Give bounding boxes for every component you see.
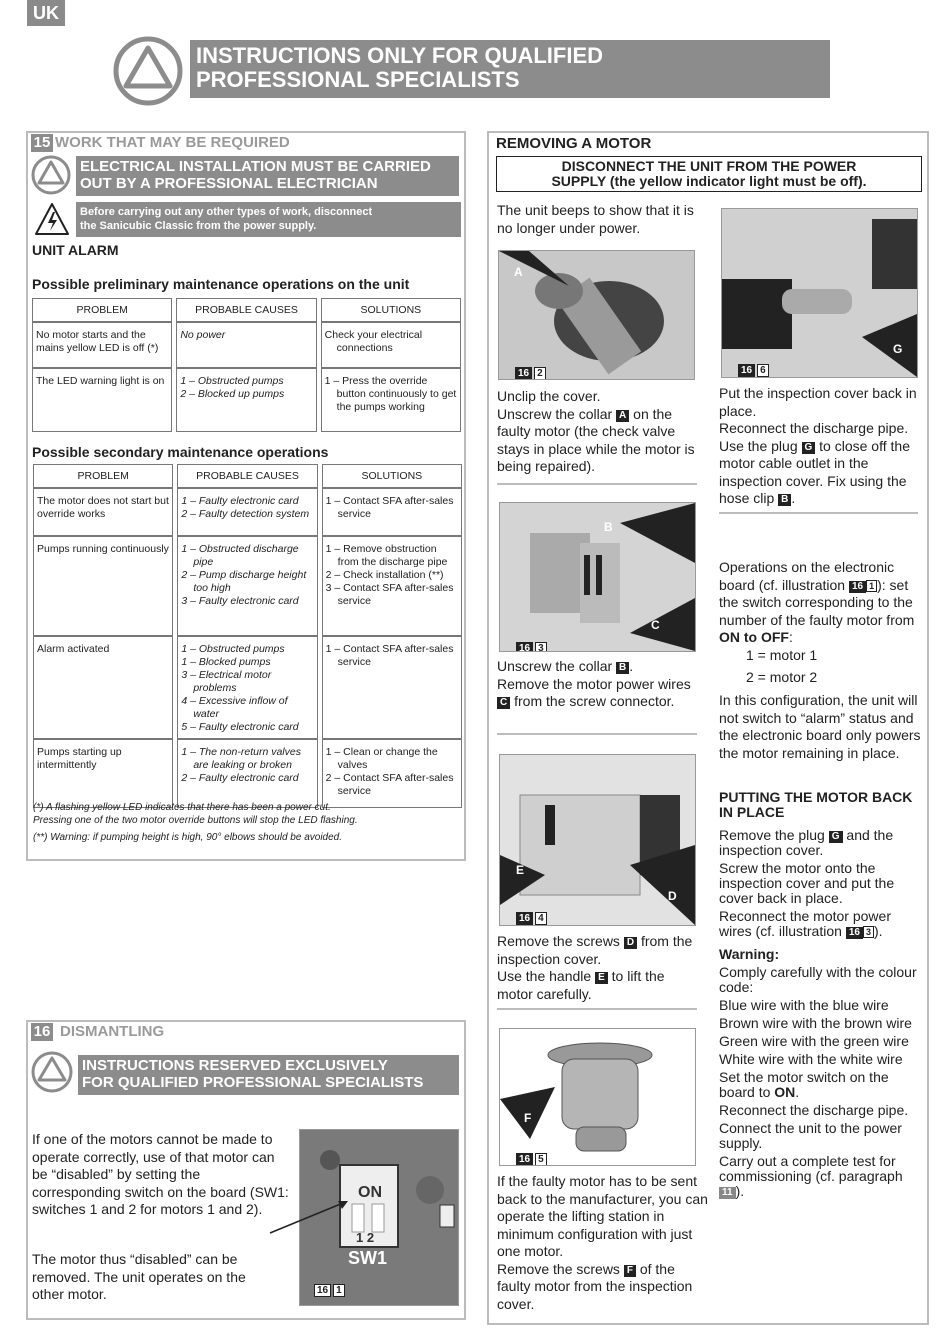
header-title-line1: INSTRUCTIONS ONLY FOR QUALIFIED xyxy=(196,43,604,68)
divider xyxy=(719,512,918,514)
board-text: Operations on the electronic board (cf. illustration 16 1 ): set the switch corresponding to the number of the faulty motor from ON to OFF: xyxy=(719,559,915,645)
switch-numbers-label: 1 2 xyxy=(356,1230,375,1245)
header-banner xyxy=(190,40,830,98)
solution-item: 1 – Clean or change the valves xyxy=(325,746,438,771)
electrician-line2: OUT BY A PROFESSIONAL ELECTRICIAN xyxy=(80,175,378,192)
reserved-line2: FOR QUALIFIED PROFESSIONAL SPECIALISTS xyxy=(82,1074,424,1091)
label-e: E xyxy=(516,863,525,877)
section-16-number: 16 xyxy=(31,1023,53,1041)
motor-illustration xyxy=(500,1029,695,1165)
pointer-arrow xyxy=(268,1195,350,1235)
col-problem: PROBLEM xyxy=(33,464,173,488)
causes-cell xyxy=(177,536,317,636)
solutions-cell xyxy=(322,488,462,536)
photo-16-5 xyxy=(499,1028,696,1166)
inline-label-g: G xyxy=(829,831,843,843)
cause-item: 2 – Faulty electronic card xyxy=(181,772,299,784)
table-row xyxy=(33,536,462,636)
fig-16-4-label: 16 4 xyxy=(516,908,547,926)
removing-heading: REMOVING A MOTOR xyxy=(496,135,652,152)
wire-brown: Brown wire with the brown wire xyxy=(719,1015,912,1031)
cause-item: 2 – Pump discharge height too high xyxy=(181,569,307,594)
label-b: B xyxy=(604,520,613,534)
table-row xyxy=(32,322,461,368)
causes-cell xyxy=(176,368,316,432)
cause-item: No power xyxy=(180,329,226,341)
step-4-text: Remove the screws D from the inspection cover. Use the handle E to lift the motor carefully. xyxy=(497,933,693,1002)
causes-cell xyxy=(177,636,317,739)
prelim-table xyxy=(28,298,465,432)
photo-16-3 xyxy=(499,502,696,652)
language-tab: UK xyxy=(27,0,65,26)
solutions-cell xyxy=(321,322,461,368)
solution-item: 1 – Contact SFA after-sales service xyxy=(325,495,454,520)
electrician-banner xyxy=(76,156,459,196)
electrician-warning-icon xyxy=(30,154,72,196)
specialist-warning-icon xyxy=(113,36,183,106)
step-5-text: If the faulty motor has to be sent back to the manufacturer, you can operate the lifting station in minimum configuration with just one motor. Remove the screws F of the faulty motor from the inspection cover. xyxy=(497,1173,708,1312)
inline-label-e: E xyxy=(595,972,608,984)
problem-cell: The LED warning light is on xyxy=(32,368,172,432)
section-15-number: 15 xyxy=(31,134,53,152)
problem-cell: Alarm activated xyxy=(33,636,173,739)
footnote-2: Pressing one of the two motor override buttons will stop the LED flashing. xyxy=(33,814,358,826)
table-row xyxy=(33,488,462,536)
inspection-cover-illustration xyxy=(500,755,695,925)
table-row xyxy=(33,636,462,739)
electrician-line1: ELECTRICAL INSTALLATION MUST BE CARRIED xyxy=(80,158,431,175)
wire-green: Green wire with the green wire xyxy=(719,1033,909,1049)
cause-item: 3 – Faulty electronic card xyxy=(181,595,299,607)
step-2-text: Unclip the cover. Unscrew the collar A on the faulty motor (the check valve stays in place while the motor is being repaired). xyxy=(497,388,695,474)
photo-16-4 xyxy=(499,754,696,926)
dismantling-para2: The motor thus “disabled” can be removed. The unit operates on the other motor. xyxy=(32,1251,246,1302)
inline-fig-16: 16 xyxy=(849,581,866,593)
divider xyxy=(497,1008,697,1010)
disconnect-warning-box xyxy=(76,202,461,237)
fig-16-1-label: 16 1 xyxy=(314,1280,345,1298)
electric-hazard-icon xyxy=(34,202,70,236)
col-causes: PROBABLE CAUSES xyxy=(177,464,317,488)
disconnect-line1: DISCONNECT THE UNIT FROM THE POWER xyxy=(561,158,857,174)
solution-item: 1 – Press the override button continuously to get the pumps working xyxy=(324,375,457,413)
warning-line1: Before carrying out any other types of work, disconnect xyxy=(80,206,373,218)
beeps-text: The unit beeps to show that it is no longer under power. xyxy=(497,202,694,236)
footnotes xyxy=(33,802,358,845)
solution-item: 1 – Remove obstruction from the discharge pipe xyxy=(325,543,448,568)
cause-item: 1 – Blocked pumps xyxy=(181,656,271,668)
cause-item: 4 – Excessive inflow of water xyxy=(181,695,288,720)
secondary-table xyxy=(29,464,466,808)
sw1-label: SW1 xyxy=(348,1248,388,1268)
solutions-cell xyxy=(321,368,461,432)
problem-cell: No motor starts and the mains yellow LED is off (*) xyxy=(32,322,172,368)
switch-on-label: ON xyxy=(358,1184,382,1201)
causes-cell xyxy=(176,322,316,368)
motor-wires-illustration xyxy=(500,503,695,651)
section-16-title: DISMANTLING xyxy=(60,1023,165,1040)
cause-item: 1 – Faulty electronic card xyxy=(181,495,299,507)
cause-item: 1 – Obstructed pumps xyxy=(181,643,285,655)
col-solutions: SOLUTIONS xyxy=(321,298,461,322)
step-6-text: Put the inspection cover back in place. Reconnect the discharge pipe. Use the plug G to close off the motor cable outlet in the inspection cover. Fix using the hose clip B . xyxy=(719,385,917,506)
fig-16-5-label: 16 5 xyxy=(516,1149,547,1166)
table-row xyxy=(32,368,461,432)
problem-cell: Pumps starting up intermittently xyxy=(33,739,173,808)
config-text: In this configuration, the unit will not switch to “alarm” status and the electronic board only powers the motor remaining in place. xyxy=(719,692,921,761)
solutions-cell xyxy=(322,739,462,808)
table-row xyxy=(33,739,462,808)
inline-label-a: A xyxy=(616,410,629,422)
problem-cell: Pumps running continuously xyxy=(33,536,173,636)
solution-item: 3 – Contact SFA after-sales service xyxy=(325,582,454,607)
dismantling-para1: If one of the motors cannot be made to operate correctly, use of that motor can be “disabled” by setting the corresponding switch on the board (SW1: switches 1 and 2 for motors 1 and 2). xyxy=(32,1131,289,1217)
causes-cell xyxy=(177,739,317,808)
putting-back-heading: PUTTING THE MOTOR BACK IN PLACE xyxy=(719,789,913,820)
cause-item: 2 – Faulty detection system xyxy=(181,508,310,520)
motor-2-mapping: 2 = motor 2 xyxy=(746,669,818,685)
section-15-title: WORK THAT MAY BE REQUIRED xyxy=(55,134,290,151)
cause-item: 1 – Obstructed discharge pipe xyxy=(181,543,299,568)
collar-a-illustration xyxy=(499,251,694,379)
label-g: G xyxy=(893,342,903,356)
disconnect-line2: SUPPLY (the yellow indicator light must be off). xyxy=(551,173,867,189)
motor-1-mapping: 1 = motor 1 xyxy=(746,647,818,663)
plug-g-illustration xyxy=(722,209,917,377)
col-solutions: SOLUTIONS xyxy=(322,464,462,488)
unit-alarm-heading: UNIT ALARM xyxy=(32,242,119,258)
inline-label-g: G xyxy=(802,442,816,454)
cause-item: 3 – Electrical motor problems xyxy=(181,669,272,694)
solutions-cell xyxy=(322,536,462,636)
solutions-cell xyxy=(322,636,462,739)
label-d: D xyxy=(668,889,677,903)
inline-label-d: D xyxy=(624,937,637,949)
cause-item: 5 – Faulty electronic card xyxy=(181,721,299,733)
warning-line2: the Sanicubic Classic from the power supply. xyxy=(80,220,317,232)
wire-blue: Blue wire with the blue wire xyxy=(719,997,889,1013)
inline-label-b: B xyxy=(778,494,791,506)
col-causes: PROBABLE CAUSES xyxy=(176,298,316,322)
inline-label-f: F xyxy=(624,1265,636,1277)
solution-item: 2 – Contact SFA after-sales service xyxy=(325,772,454,797)
divider xyxy=(497,483,697,485)
footnote-1: (*) A flashing yellow LED indicates that there has been a power cut. xyxy=(33,802,331,813)
reserved-line1: INSTRUCTIONS RESERVED EXCLUSIVELY xyxy=(82,1057,388,1074)
putting-back-steps: Remove the plug G and the inspection cover. Screw the motor onto the inspection cover and put the cover back in place. Reconnect the motor power wires (cf. illustration 16 3 ). Warning: Comply carefully with the colour code: Blue wire with the blue wire Brown wire with the brown wire Green wire with the green wire White wire with the white wire Set the motor switch on the board to ON. Reconnect the discharge pipe. Connect the unit to the power supply. Carry out a complete test for commissioning (cf. paragraph 11 ). xyxy=(719,828,923,1199)
col-problem: PROBLEM xyxy=(32,298,172,322)
causes-cell xyxy=(177,488,317,536)
photo-16-6 xyxy=(721,208,918,378)
fig-16-2-label: 16 2 xyxy=(515,363,546,380)
cause-item: 1 – The non-return valves are leaking or broken xyxy=(181,746,301,771)
step-3-text: Unscrew the collar B . Remove the motor power wires C from the screw connector. xyxy=(497,658,691,709)
cause-item: 2 – Blocked up pumps xyxy=(180,388,285,400)
reserved-banner xyxy=(78,1055,459,1095)
solution-item: 2 – Check installation (**) xyxy=(325,569,444,581)
solution-item: Check your electrical connections xyxy=(324,329,423,354)
disconnect-box xyxy=(496,156,922,192)
specialist-warning-icon-small xyxy=(30,1050,74,1094)
fig-16-6-label: 16 6 xyxy=(738,360,769,378)
label-a: A xyxy=(514,265,523,279)
prelim-heading: Possible preliminary maintenance operations on the unit xyxy=(32,276,410,292)
warning-label: Warning: xyxy=(719,946,780,962)
solution-item: 1 – Contact SFA after-sales service xyxy=(325,643,454,668)
footnote-3: (**) Warning: if pumping height is high, 90° elbows should be avoided. xyxy=(33,832,342,843)
label-f: F xyxy=(524,1111,532,1125)
inline-label-c: C xyxy=(497,697,510,709)
fig-16-3-label: 16 3 xyxy=(516,638,547,652)
label-c: C xyxy=(651,618,660,632)
divider xyxy=(497,733,697,735)
header-title-line2: PROFESSIONAL SPECIALISTS xyxy=(196,67,520,92)
secondary-heading: Possible secondary maintenance operations xyxy=(32,444,329,460)
inline-label-b: B xyxy=(616,662,629,674)
inline-paragraph-11: 11 xyxy=(719,1187,736,1199)
problem-cell: The motor does not start but override works xyxy=(33,488,173,536)
photo-16-2 xyxy=(498,250,695,380)
cause-item: 1 – Obstructed pumps xyxy=(180,375,284,387)
wire-white: White wire with the white wire xyxy=(719,1051,903,1067)
